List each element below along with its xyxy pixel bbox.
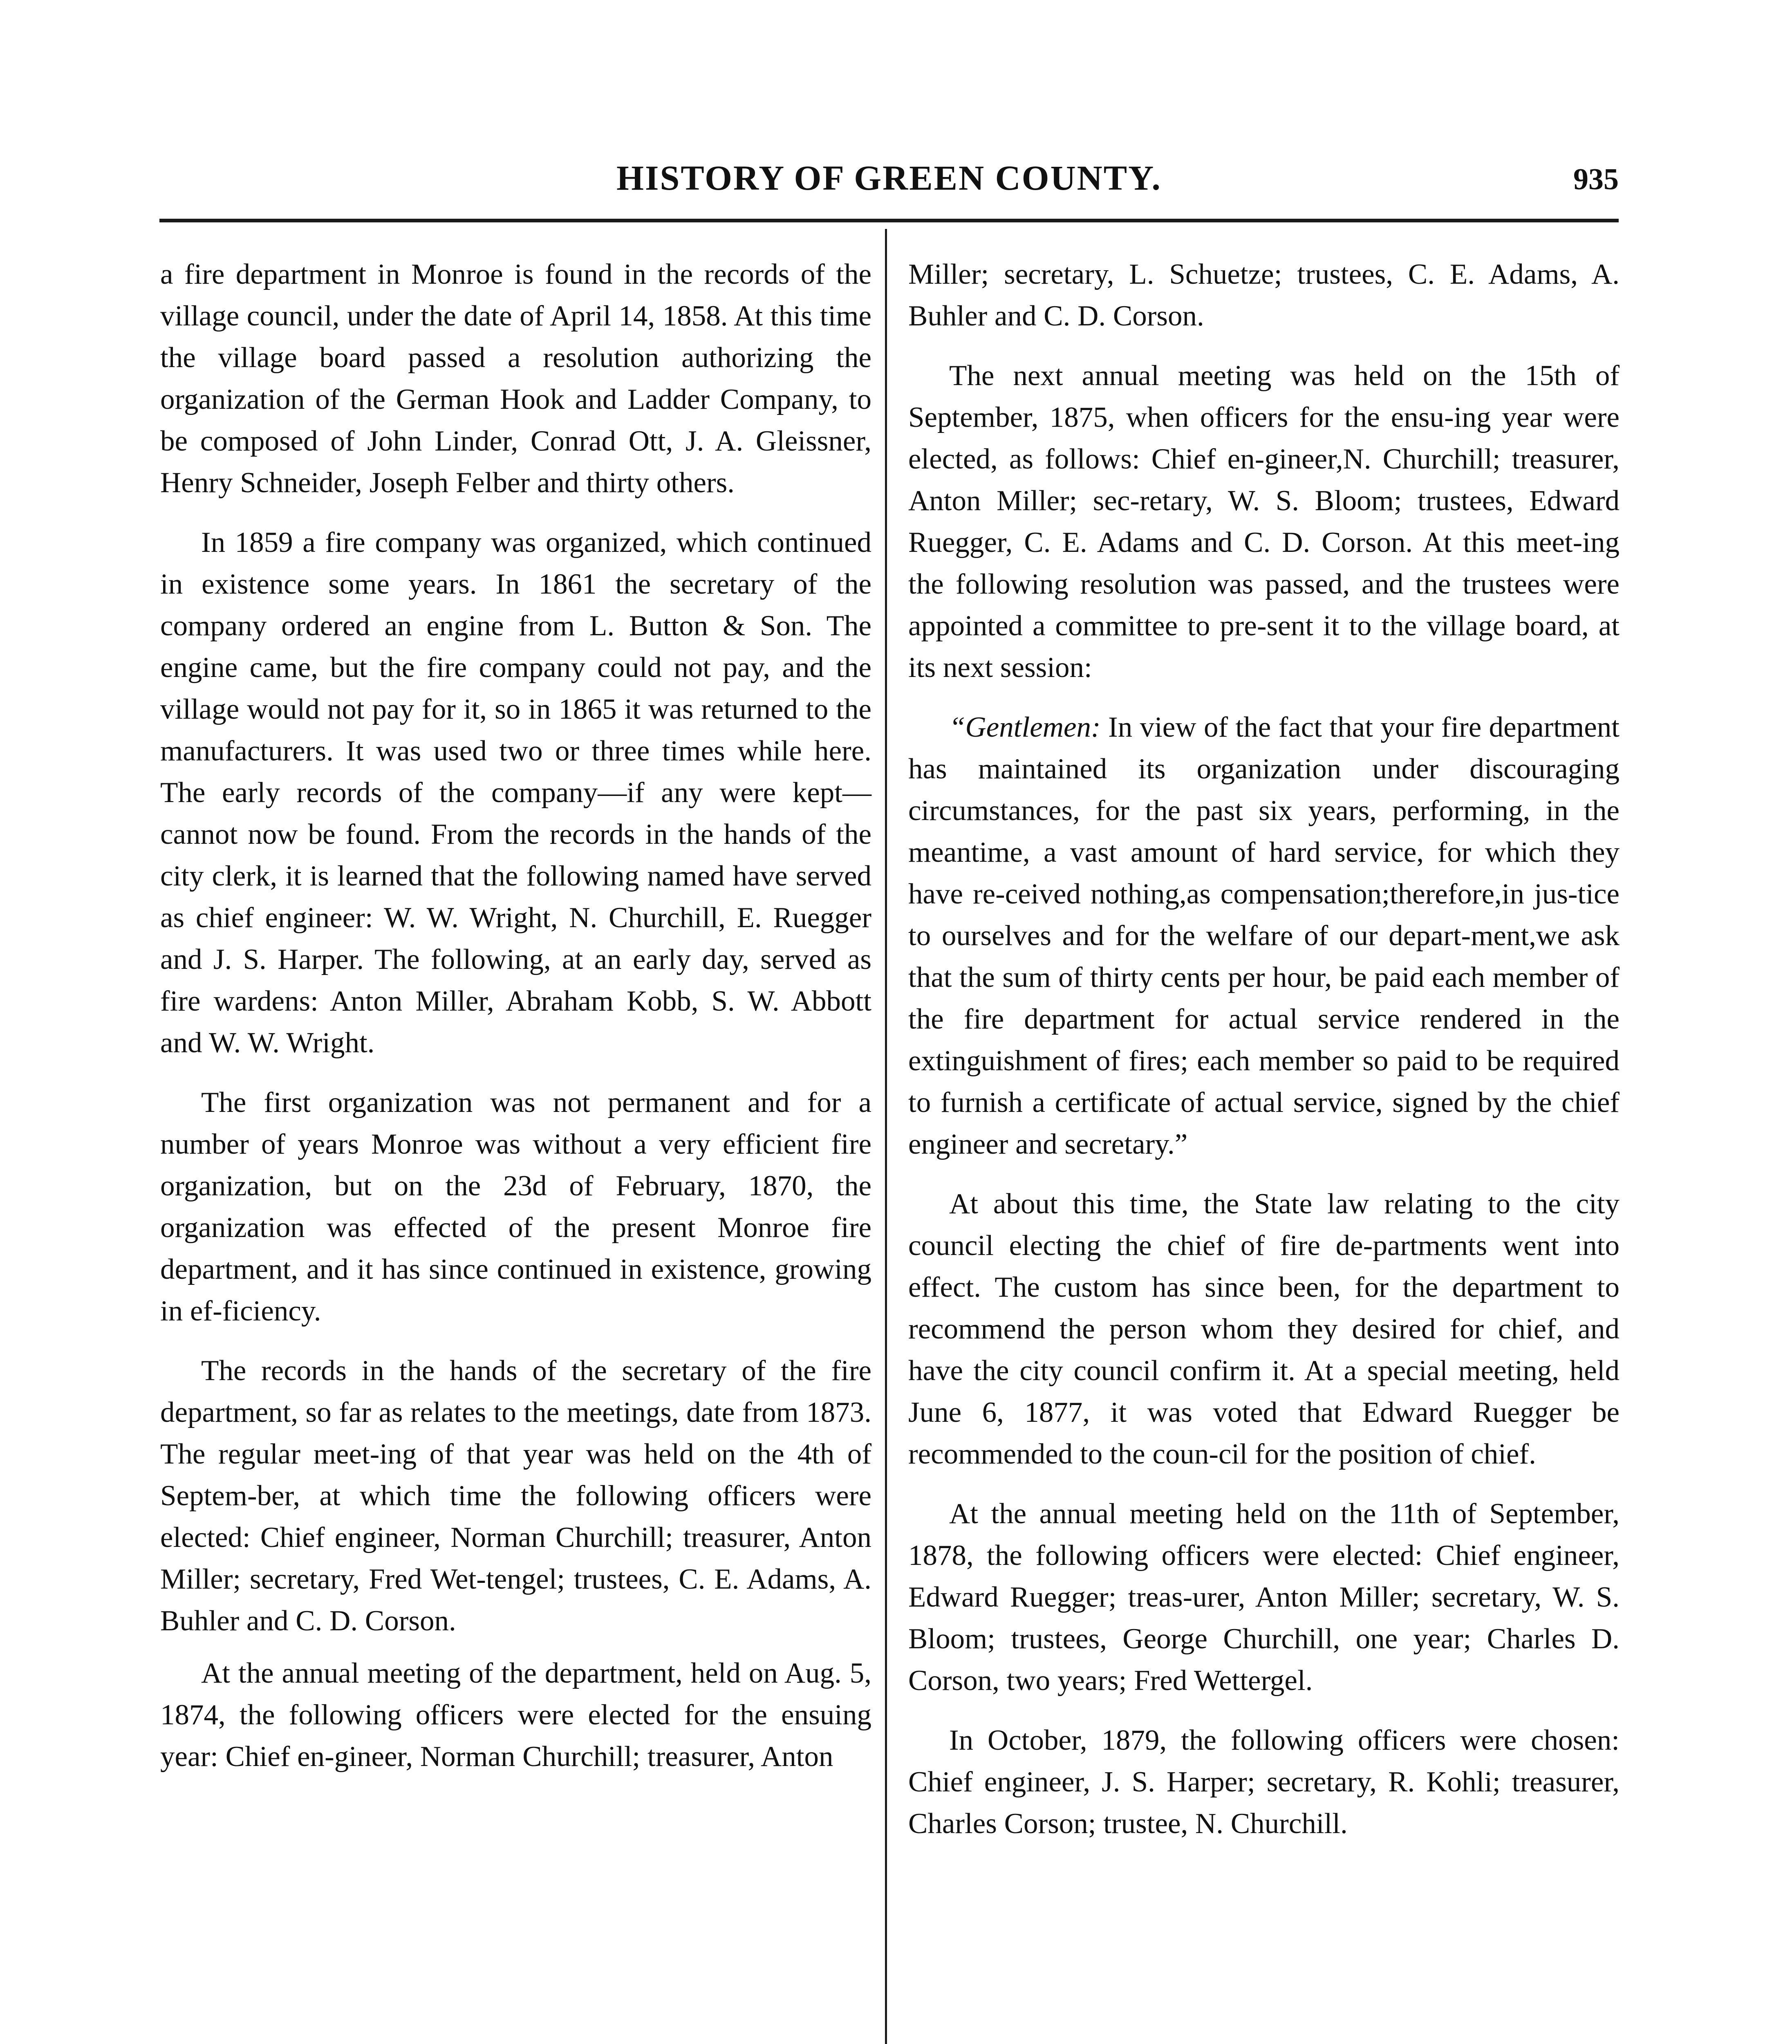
paragraph: At the annual meeting of the department, held on Aug. 5, 1874, the following officers were elected for the ensuing year: Chief en-gineer, Norman Churchill; treasurer, Anton [160, 1657, 871, 1773]
paragraph: At about this time, the State law relating to the city council electing the chief of fire de-partments went into effect. The custom has since been, for the department to recommend the person whom they desired for chief, and have the city council confirm it. At a special meeting, held June 6, 1877, it was voted that Edward Ruegger be recommended to the coun-cil for the position of chief. [908, 1188, 1620, 1470]
paragraph: In 1859 a fire company was organized, which continued in existence some years. In 1861 the secretary of the company ordered an engine from L. Button & Son. The engine came, but the fire company could not pay, and the village would not pay for it, so in 1865 it was returned to the manufacturers. It was used two or three times while here. The early records of the company—if any were kept—cannot now be found. From the records in the hands of the city clerk, it is learned that the following named have served as chief engineer: W. W. Wright, N. Churchill, E. Ruegger and J. S. Harper. The following, at an early day, served as fire wardens: Anton Miller, Abraham Kobb, S. W. Abbott and W. W. Wright. [160, 527, 871, 1059]
running-head [159, 155, 1619, 204]
paragraph: The next annual meeting was held on the 15th of September, 1875, when officers for the ensu-ing year were elected, as follows: Chief en-gineer,N. Churchill; treasurer, Anton Miller; sec-retary, W. S. Bloom; trustees, Edward Ruegger, C. E. Adams and C. D. Corson. At this meet-ing the following resolution was passed, and the trustees were appointed a committee to pre-sent it to the village board, at its next session: [908, 360, 1620, 684]
quote-salutation: “Gentlemen: [949, 711, 1101, 743]
paragraph: The first organization was not permanent and for a number of years Monroe was without a very efficient fire organization, but on the 23d of February, 1870, the organization was effected of the present Monroe fire department, and it has since continued in existence, growing in ef-ficiency. [160, 1087, 871, 1327]
resolution-quote [908, 706, 1620, 1165]
paragraph: Miller; secretary, L. Schuetze; trustees, C. E. Adams, A. Buhler and C. D. Corson. [908, 258, 1620, 332]
column-divider [885, 229, 887, 2044]
left-column [160, 253, 871, 1788]
page-number: 935 [1573, 163, 1619, 196]
header-rule [159, 219, 1619, 222]
quote-body: In view of the fact that your fire department has maintained its organization under discouraging circumstances, for the past six years, performing, in the meantime, a vast amount of hard service, for which they have re-ceived nothing,as compensation;therefore,in jus-tice to ourselves and for the welfare of our depart-ment,we ask that the sum of thirty cents per hour, be paid each member of the fire department for actual service rendered in the extinguishment of fires; each member so paid to be required to furnish a certificate of actual service, signed by the chief engineer and secretary.” [908, 711, 1620, 1160]
right-column [908, 253, 1620, 1855]
running-title: HISTORY OF GREEN COUNTY. [616, 158, 1162, 197]
paragraph: a fire department in Monroe is found in the records of the village council, under the date of April 14, 1858. At this time the village board passed a resolution authorizing the organization of the German Hook and Ladder Company, to be composed of John Linder, Conrad Ott, J. A. Gleissner, Henry Schneider, Joseph Felber and thirty others. [160, 258, 871, 499]
paragraph: The records in the hands of the secretary of the fire department, so far as relates to the meetings, date from 1873. The regular meet-ing of that year was held on the 4th of Septem-ber, at which time the following officers were elected: Chief engineer, Norman Churchill; treasurer, Anton Miller; secretary, Fred Wet-tengel; trustees, C. E. Adams, A. Buhler and C. D. Corson. [160, 1355, 871, 1637]
paragraph: At the annual meeting held on the 11th of September, 1878, the following officers were elected: Chief engineer, Edward Ruegger; treas-urer, Anton Miller; secretary, W. S. Bloom; trustees, George Churchill, one year; Charles D. Corson, two years; Fred Wettergel. [908, 1498, 1620, 1697]
paragraph: In October, 1879, the following officers were chosen: Chief engineer, J. S. Harper; secretary, R. Kohli; treasurer, Charles Corson; trustee, N. Churchill. [908, 1724, 1620, 1840]
